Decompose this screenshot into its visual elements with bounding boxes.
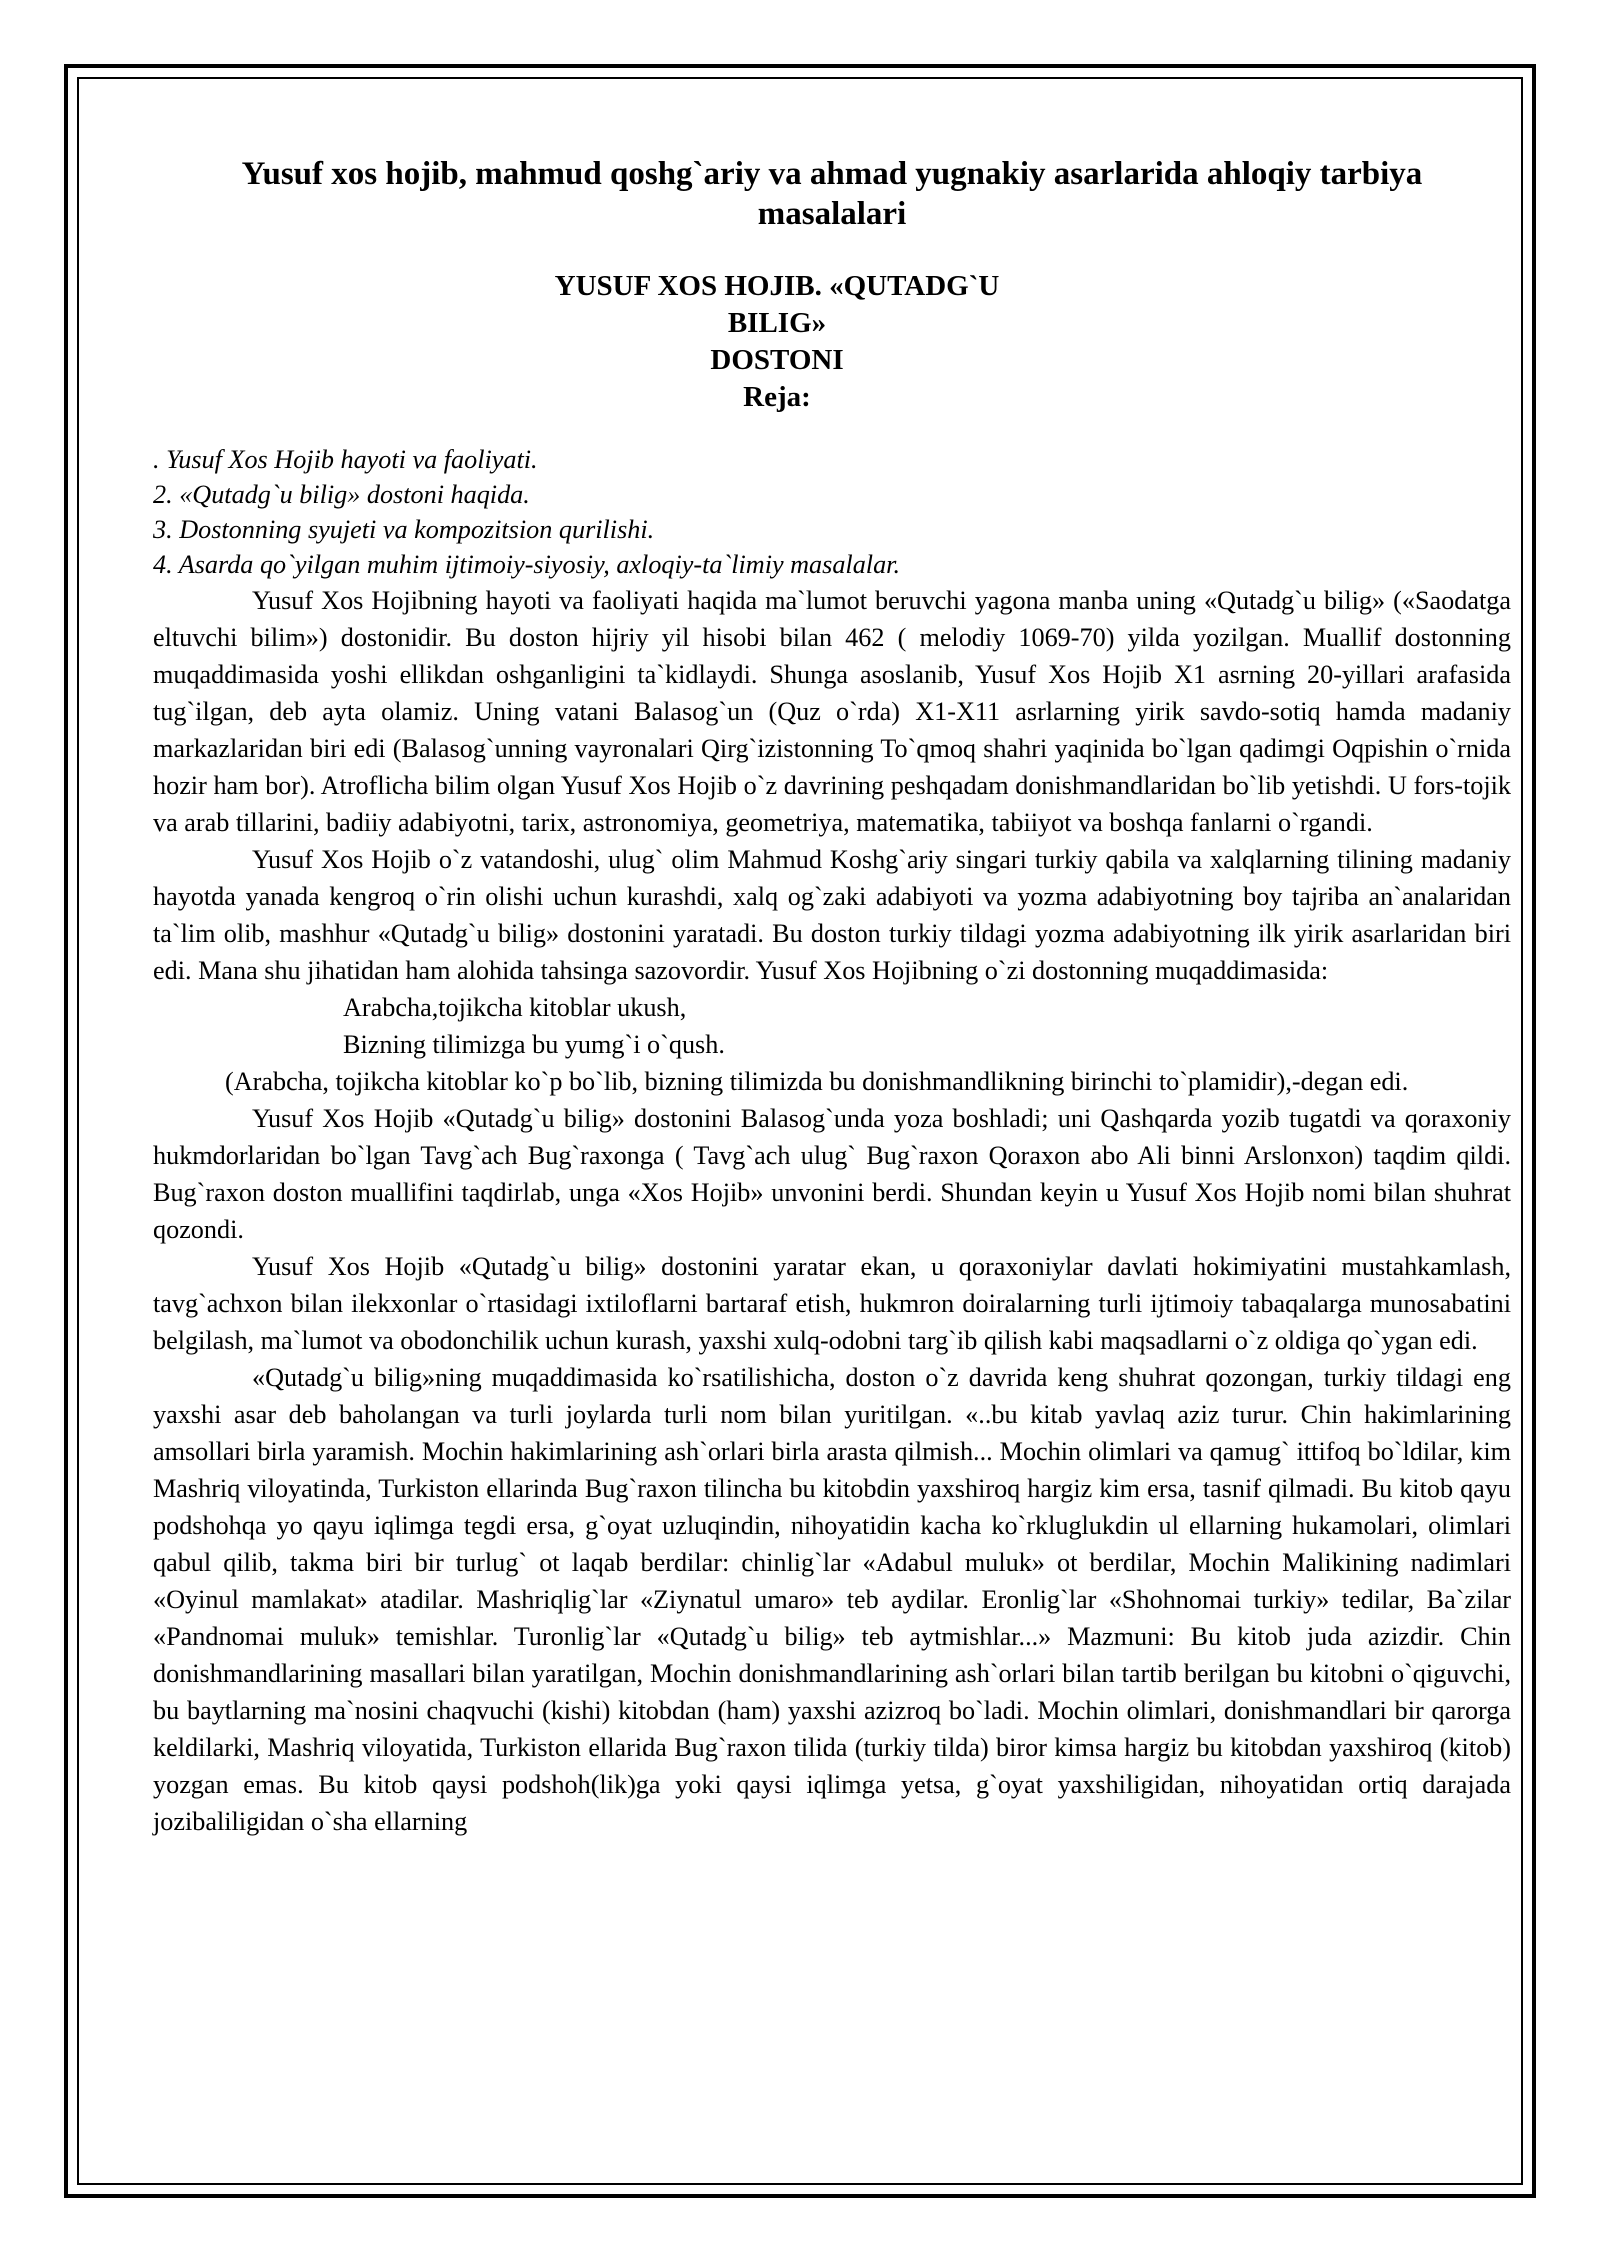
body-paragraph: Yusuf Xos Hojib «Qutadg`u bilig» dostonini Balasog`unda yoza boshladi; uni Qashqarda yozib tugatdi va qoraxoniy hukmdorlaridan bo`lgan Tavg`ach Bug`raxonga ( Tavg`ach ulug` Bug`raxon Qoraxon abo Ali binni Arslonxon) taqdim qildi. Bug`raxon doston muallifini taqdirlab, unga «Xos Hojib» unvonini berdi. Shundan keyin u Yusuf Xos Hojib nomi bilan shuhrat qozondi. — [153, 1104, 1511, 1244]
verse-translation: (Arabcha, tojikcha kitoblar ko`p bo`lib, bizning tilimizda bu donishmandlikning birinchi to`plamidir),-degan edi. — [225, 1067, 1409, 1096]
section-heading-line-2: DOSTONI — [710, 344, 844, 376]
plan-item: 2. «Qutadg`u bilig» dostoni haqida. — [153, 480, 530, 509]
section-heading-line-1: YUSUF XOS HOJIB. «QUTADG`U BILIG» — [554, 270, 1000, 339]
body-paragraph: Yusuf Xos Hojibning hayoti va faoliyati haqida ma`lumot beruvchi yagona manba uning «Qutadg`u bilig» («Saodatga eltuvchi bilim») dostonidir. Bu doston hijriy yil hisobi bilan 462 ( melodiy 1069-70) yilda yozilgan. Muallif dostonning muqaddimasida yoshi ellikdan oshganligini ta`kidlaydi. Shunga asoslanib, Yusuf Xos Hojib X1 asrning 20-yillari arafasida tug`ilgan, deb ayta olamiz. Uning vatani Balasog`un (Quz o`rda) X1-X11 asrlarning yirik savdo-sotiq hamda madaniy markazlaridan biri edi (Balasog`unning vayronalari Qirg`izistonning To`qmoq shahri yaqinida bo`lgan qadimgi Oqpishin o`rnida hozir ham bor). Atroflicha bilim olgan Yusuf Xos Hojib o`z davrining peshqadam donishmandlaridan bo`lib yetishdi. U fors-tojik va arab tillarini, badiiy adabiyotni, tarix, astronomiya, geometriya, matematika, tabiiyot va boshqa fanlarni o`rgandi. — [153, 586, 1511, 837]
body-paragraph: Yusuf Xos Hojib «Qutadg`u bilig» dostonini yaratar ekan, u qoraxoniylar davlati hokimiyatini mustahkamlash, tavg`achxon bilan ilekxonlar o`rtasidagi ixtiloflarni bartaraf etish, hukmron doiralarning turli ijtimoiy tabaqalarga munosabatini belgilash, ma`lumot va obodonchilik uchun kurash, yaxshi xulq-odobni targ`ib qilish kabi maqsadlarni o`z oldiga qo`ygan edi. — [153, 1252, 1511, 1355]
verse-quote — [153, 989, 1511, 1063]
verse-line: Arabcha,tojikcha kitoblar ukush, — [343, 993, 687, 1022]
plan-item: . Yusuf Xos Hojib hayoti va faoliyati. — [153, 445, 538, 474]
document-title: Yusuf xos hojib, mahmud qoshg`ariy va ahmad yugnakiy asarlarida ahloqiy tarbiya masalalari — [241, 156, 1423, 232]
document-page — [153, 150, 1511, 1840]
plan-list — [153, 442, 1511, 582]
body-paragraph: «Qutadg`u bilig»ning muqaddimasida ko`rsatilishicha, doston o`z davrida keng shuhrat qozongan, turkiy tildagi eng yaxshi asar deb baholangan va turli joylarda turli nom bilan yuritilgan. «..bu kitab yavlaq aziz turur. Chin hakimlarining amsollari birla yaramish. Mochin hakimlarining ash`orlari birla arasta qilmish... Mochin olimlari va qamug` ittifoq bo`ldilar, kim Mashriq viloyatinda, Turkiston ellarinda Bug`raxon tilincha bu kitobdin yaxshiroq hargiz kim ersa, tasnif qilmadi. Bu kitob qayu podshohqa yo qayu iqlimga tegdi ersa, g`oyat uzluqindin, nihoyatidin kacha ko`rkluglukdin ul ellarning hukamolari, olimlari qabul qilib, takma biri bir turlug` ot laqab berdilar: chinlig`lar «Adabul muluk» ot berdilar, Mochin Malikining nadimlari «Oyinul mamlakat» atadilar. Mashriqlig`lar «Ziynatul umaro» teb aydilar. Eronlig`lar «Shohnomai turkiy» tedilar, Ba`zilar «Pandnomai muluk» temishlar. Turonlig`lar «Qutadg`u bilig» teb aytmishlar...» Mazmuni: Bu kitob juda azizdir. Chin donishmandlarining masallari bilan yaratilgan, Mochin donishmandlarining ash`orlari bilan tartib berilgan bu kitobni o`qiguvchi, bu baytlarning ma`nosini chaqvuchi (kishi) kitobdan (ham) yaxshi azizroq bo`ladi. Mochin olimlari, donishmandlari bir qarorga keldilarki, Mashriq viloyatida, Turkiston ellarida Bug`raxon tilida (turkiy tilda) biror kimsa hargiz bu kitobdan yaxshiroq (kitob) yozgan emas. Bu kitob qaysi podshoh(lik)ga yoki qaysi iqlimga yetsa, g`oyat yaxshiligidan, nihoyatidan ortiq darajada jozibaliligidan o`sha ellarning — [153, 1363, 1511, 1836]
plan-item: 3. Dostonning syujeti va kompozitsion qurilishi. — [153, 515, 655, 544]
verse-line: Bizning tilimizga bu yumg`i o`qush. — [343, 1030, 725, 1059]
plan-item: 4. Asarda qo`yilgan muhim ijtimoiy-siyosiy, axloqiy-ta`limiy masalalar. — [153, 550, 901, 579]
plan-heading: Reja: — [743, 381, 811, 413]
body-paragraph: Yusuf Xos Hojib o`z vatandoshi, ulug` olim Mahmud Koshg`ariy singari turkiy qabila va xalqlarning tilining madaniy hayotda yanada kengroq o`rin olishi uchun kurashdi, xalq og`zaki adabiyoti va yozma adabiyotning boy tajriba an`analaridan ta`lim olib, mashhur «Qutadg`u bilig» dostonini yaratadi. Bu doston turkiy tildagi yozma adabiyotning ilk yirik asarlaridan biri edi. Mana shu jihatidan ham alohida tahsinga sazovordir. Yusuf Xos Hojibning o`zi dostonning muqaddimasida: — [153, 845, 1511, 985]
section-heading — [507, 268, 1047, 416]
